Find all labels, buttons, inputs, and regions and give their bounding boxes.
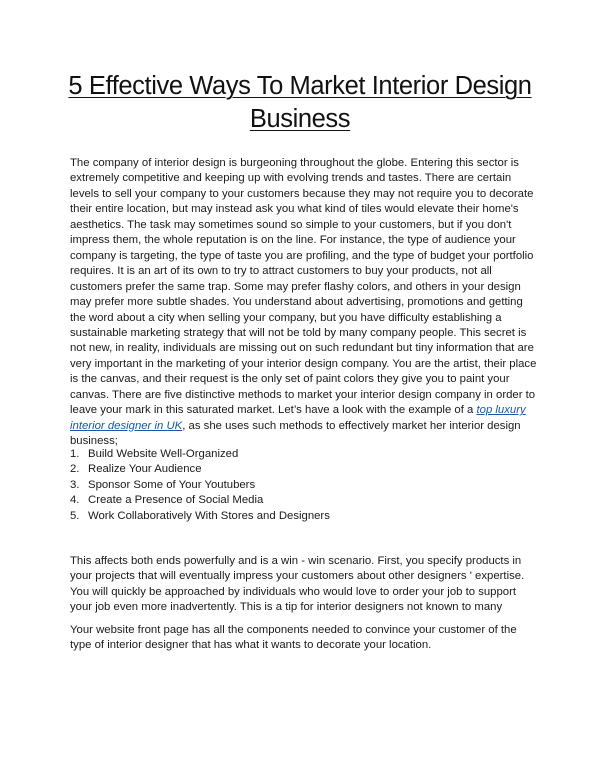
list-item-label: Work Collaboratively With Stores and Designers [88,509,330,522]
list-item-label: Create a Presence of Social Media [88,494,264,507]
designer-link[interactable]: top luxury interior designer in UK [70,404,526,432]
list-item-label: Sponsor Some of Your Youtubers [88,478,256,491]
list-item [70,478,540,493]
list-item-label: Realize Your Audience [88,463,202,476]
intro-paragraph [70,156,540,450]
list-item [70,462,540,477]
list-item-label: Build Website Well-Organized [88,448,239,460]
body-paragraph-3: Your website front page has all the components needed to convince your customer of the type of interior designer that has what it wants to decorate your location. [70,624,517,652]
list-item [70,493,540,508]
list-number: 4. [70,494,80,507]
list-number: 5. [70,509,80,522]
methods-list [70,447,540,524]
page-title: 5 Effective Ways To Market Interior Design Business [68,72,532,133]
list-number: 2. [70,463,80,476]
list-number: 1. [70,448,80,460]
list-item [70,509,540,524]
intro-text: The company of interior design is burgeoning throughout the globe. Entering this sector is extremely competitive and keeping up with evolving trends and tastes. There are certain levels to sell your company to your customers because they may not require you to decorate their entire location, but may instead ask you what kind of tiles would elevate their home's aesthetics. The task may sometimes sound so simple to your customers, but if you don't impress them, the whole reputation is on the line. For instance, the type of audience your company is targeting, the type of taste you are profiling, and the type of budget your portfolio requires. It is an art of its own to try to attract customers to buy your products, not all customers prefer the same trap. Some may prefer flashy colors, and others in your design may prefer more subtle shades. You understand about advertising, promotions and getting the word about a city when selling your company, but you have difficulty establishing a sustainable marketing strategy that will not be told by many company people. This secret is not new, in reality, individuals are missing out on such redundant but tiny information that are very important in the marketing of your interior design company. You are the artist, their place is the canvas, and their request is the only set of paint colors they give you to paint your canvas. There are five distinctive methods to market your interior design company in order to leave your mark in this saturated market. Let’s have a look with the example of a [70,157,537,417]
list-number: 3. [70,478,80,491]
intro-text-end: , as she uses such methods to effectively market her interior design business; [70,419,521,448]
list-item [70,447,540,462]
body-paragraph-2: This affects both ends powerfully and is a win - win scenario. First, you specify products in your projects that will eventually impress your customers about other designers ' expertise. You will quickly be approached by individuals who would love to order your job to support your job even more inadvertently. This is a tip for interior designers not known to many [70,555,525,614]
